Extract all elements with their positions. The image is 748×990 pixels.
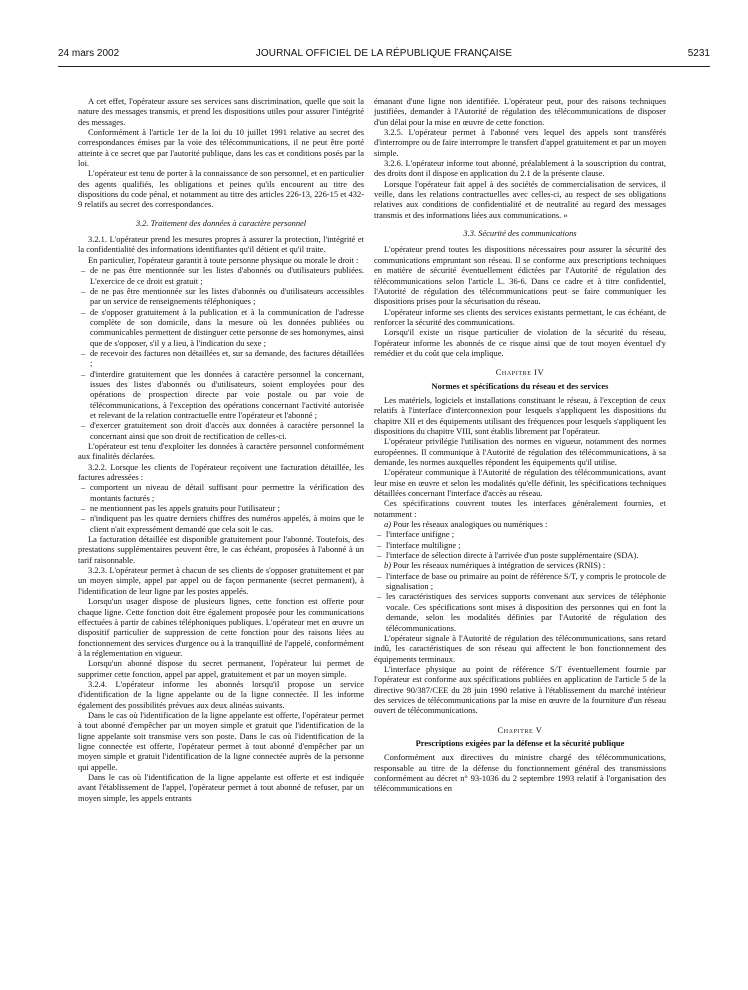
rights-list <box>78 265 364 441</box>
paragraph: La facturation détaillée est disponible gratuitement pour l'abonné. Toutefois, des prestations supplémentaires peuvent être, le cas échéant, proposées à l'abonné à un tarif raisonnable. <box>78 534 364 565</box>
paragraph: Dans le cas où l'identification de la ligne appelante est offerte et est indiquée avant l'établissement de l'appel, l'opérateur permet à tout abonné de refuser, par un moyen simple, les appels entrants <box>78 772 364 803</box>
paragraph: L'opérateur signale à l'Autorité de régulation des télécommunications, sans retard indû, les caractéristiques de son réseau qui affectent le bon fonctionnement des équipements terminaux. <box>374 632 666 664</box>
list-item: – ne mentionnent pas les appels gratuits pour l'utilisateur ; <box>81 503 280 514</box>
paragraph: Ces spécifications couvrent toutes les interfaces généralement fournies, et notamment : <box>374 498 666 519</box>
subsection-a: a) Pour les réseaux analogiques ou numériques : <box>384 519 548 530</box>
paragraph: Les matériels, logiciels et installations constituant le réseau, à l'exception de ceux relatifs à l'interface d'interconnexion pour lesquels s'appliquent les dispositions du chapitre XII et des équipements utilisant des fréquences pour lesquels s'appliquent les dispositions du chapitre VIII, sont établis librement par l'opérateur. <box>374 394 666 436</box>
list-item: – d'interdire gratuitement que les données à caractère personnel la concernant, issues des listes d'abonnés ou d'utilisateurs, soient employées pour des opérations de prospection directe par voie postale ou par voie de télécommunications, à l'exception des opérations concernant l'activité autorisée et relevant de la relation contractuelle entre l'opérateur et l'abonné ; <box>81 368 364 420</box>
list-item: – n'indiquent pas les quatre derniers chiffres des numéros appelés, à moins que le client n'ait expressément demandé que cela soit le cas. <box>81 513 364 534</box>
paragraph: 3.2.3. L'opérateur permet à chacun de ses clients de s'opposer gratuitement et par un moyen simple, appel par appel ou de façon permanente (secret permanent), à l'identification de leur ligne par les postes appelés. <box>78 565 364 596</box>
paragraph: L'opérateur est tenu d'exploiter les données à caractère personnel conformément aux finalités déclarées. <box>78 441 364 462</box>
list-item: – de ne pas être mentionnée sur les listes d'abonnés ou d'utilisateurs accessibles par un service de renseignements téléphoniques ; <box>81 285 364 307</box>
page-header <box>58 48 710 62</box>
journal-title: JOURNAL OFFICIEL DE LA RÉPUBLIQUE FRANÇAISE <box>255 48 513 59</box>
page-number: 5231 <box>687 48 710 59</box>
paragraph: L'opérateur informe ses clients des services existants permettant, le cas échéant, de renforcer la sécurité des communications. <box>374 306 666 327</box>
list-item: – de recevoir des factures non détaillées et, sur sa demande, des factures détaillées ; <box>81 347 364 369</box>
list-item: – les caractéristiques des services supports convenant aux services de téléphonie vocale. Ces spécifications sont mises à disposition des personnes qui en font la demande, selon les modalités définies par l'Autorité de régulation des télécommunications. <box>377 591 666 633</box>
paragraph: Conformément aux directives du ministre chargé des télécommunications, responsable au titre de la défense du fonctionnement général des transmissions conformément au décret n° 93-1036 du 2 septembre 1993 relatif à l'organisation des télécommunications en <box>374 752 666 794</box>
rnis-interfaces-list <box>374 571 666 633</box>
paragraph: 3.2.6. L'opérateur informe tout abonné, préalablement à la souscription du contrat, des droits dont il dispose en application du 2.1 de la présente clause. <box>374 158 666 179</box>
chapter-title-v: Prescriptions exigées par la défense et la sécurité publique <box>415 737 625 748</box>
list-item: – l'interface de sélection directe à l'arrivée d'un poste supplémentaire (SDA). <box>377 550 639 561</box>
paragraph: Lorsqu'un abonné dispose du secret permanent, l'opérateur lui permet de supprimer cette fonction, appel par appel, gratuitement et par un moyen simple. <box>78 658 364 679</box>
paragraph: L'opérateur prend toutes les dispositions nécessaires pour assurer la sécurité des communications empruntant son réseau. Il se conforme aux prescriptions techniques en matière de sécurité éventuellement édictées par l'Autorité de régulation des télécommunications selon l'article L. 36-6. Dans ce cadre et à titre confidentiel, l'Autorité de régulation des télécommunications peut se faire communiquer les dispositions prises pour la sécurisation du réseau. <box>374 244 666 307</box>
header-date: 24 mars 2002 <box>58 48 120 59</box>
list-item: – l'interface de base ou primaire au point de référence S/T, y compris le protocole de signalisation ; <box>377 570 666 592</box>
chapter-label-v: Chapitre V <box>497 724 543 735</box>
left-column <box>78 96 364 803</box>
paragraph: Lorsque l'opérateur fait appel à des sociétés de commercialisation de services, il veille, dans les relations contractuelles avec celles-ci, au respect de ses obligations relatives aux conditions de confidentialité et de neutralité au regard des messages transmis et des informations liées aux communications. » <box>374 178 666 220</box>
section-heading-3-2: 3.2. Traitement des données à caractère personnel <box>135 217 307 228</box>
paragraph: 3.2.2. Lorsque les clients de l'opérateur reçoivent une facturation détaillée, les factures adressées : <box>78 461 364 483</box>
paragraph: A cet effet, l'opérateur assure ses services sans discrimination, quelle que soit la nature des messages transmis, et prend les dispositions utiles pour assurer l'intégrité des messages. <box>78 96 364 127</box>
section-heading-3-3: 3.3. Sécurité des communications <box>463 228 577 239</box>
paragraph: Conformément à l'article 1er de la loi du 10 juillet 1991 relative au secret des correspondances émises par la voie des télécommunications, il ne peut être porté atteinte à ce secret que par l'autorité publique, dans les cas et conditions posés par la loi. <box>78 127 364 169</box>
header-rule <box>58 66 710 67</box>
paragraph: 3.2.5. L'opérateur permet à l'abonné vers lequel des appels sont transférés d'interrompre ou de faire interrompre le transfert d'appel gratuitement et par un moyen simple. <box>374 127 666 158</box>
subsection-b: b) Pour les réseaux numériques à intégration de services (RNIS) : <box>384 560 606 571</box>
list-item: – de ne pas être mentionnée sur les listes d'abonnés ou d'utilisateurs publiées. L'exercice de ce droit est gratuit ; <box>81 265 364 286</box>
paragraph: L'opérateur privilégie l'utilisation des normes en vigueur, notamment des normes européennes. Il communique à l'Autorité de régulation des télécommunications, à sa demande, les normes auxquelles répondent les équipements qu'il utilise. <box>374 436 666 467</box>
list-item: – de s'opposer gratuitement à la publication et à la communication de l'adresse complète de son domicile, dans la mesure où les données publiées ou communicables permettent de distinguer cette personne de ses homonymes, ainsi que de s'opposer, s'il y a lieu, à l'indication du sexe ; <box>81 306 364 348</box>
paragraph: L'interface physique au point de référence S/T éventuellement fournie par l'opérateur est conforme aux spécifications publiées en application de l'article 5 de la directive 90/387/CEE du 28 juin 1990 relative à l'établissement du marché intérieur des services de télécommunications par la mise en œuvre de la fourniture d'un réseau ouvert de télécommunications. <box>374 663 666 716</box>
chapter-label-iv: Chapitre IV <box>495 367 545 378</box>
list-item: – comportent un niveau de détail suffisant pour permettre la vérification des montants facturés ; <box>81 482 364 503</box>
paragraph: émanant d'une ligne non identifiée. L'opérateur peut, pour des raisons techniques justifiées, demander à l'Autorité de régulation des télécommunications de disposer d'un délai pour la mise en œuvre de cette fonction. <box>374 96 666 127</box>
paragraph: En particulier, l'opérateur garantit à toute personne physique ou morale le droit : <box>88 254 359 265</box>
list-item: – l'interface unifigne ; <box>377 529 455 540</box>
paragraph: 3.2.4. L'opérateur informe les abonnés lorsqu'il propose un service d'identification de la ligne appelante ou de la ligne connectée. Il les informe également des possibilités prévues aux deux alinéas suivants. <box>78 678 364 710</box>
invoice-list <box>78 482 364 534</box>
paragraph: Dans le cas où l'identification de la ligne appelante est offerte, l'opérateur permet à tout abonné d'empêcher par un moyen simple et gratuit que l'identification de la ligne appelante soit transmise vers son poste. Dans le cas où l'identification de la ligne connectée est offerte, l'opérateur permet à tout abonné d'empêcher par un moyen simple et gratuit l'identification de la ligne connectée auprès de la personne qui appelle. <box>78 709 364 772</box>
list-item: – l'interface multiligne ; <box>377 539 461 550</box>
paragraph: L'opérateur communique à l'Autorité de régulation des télécommunications, avant leur mise en œuvre et selon les modalités qu'elle définit, les spécifications techniques détaillées concernant l'interface d'accès au réseau. <box>374 467 666 499</box>
paragraph: Lorsqu'un usager dispose de plusieurs lignes, cette fonction est offerte pour chaque ligne. Cette fonction doit être également proposée pour les communications effectuées à partir de cabines téléphoniques publiques. L'opérateur met en œuvre un dispositif particulier de suppression de cette fonction pour des raisons liées au fonctionnement des services d'urgence ou à la tranquillité de l'appelé, conformément à la réglementation en vigueur. <box>78 596 364 658</box>
paragraph: 3.2.1. L'opérateur prend les mesures propres à assurer la protection, l'intégrité et la confidentialité des informations identifiantes qu'il détient et qu'il traite. <box>78 234 364 255</box>
list-item: – d'exercer gratuitement son droit d'accès aux données à caractère personnel la concernant ainsi que son droit de rectification de celles-ci. <box>81 420 364 441</box>
paragraph: Lorsqu'il existe un risque particulier de violation de la sécurité du réseau, l'opérateur informe les abonnés de ce risque ainsi que de tout moyen éventuel d'y remédier et du coût que cela implique. <box>374 327 666 358</box>
right-column <box>374 96 666 794</box>
chapter-title-iv: Normes et spécifications du réseau et des services <box>431 380 609 391</box>
analog-interfaces-list <box>374 529 666 560</box>
paragraph: L'opérateur est tenu de porter à la connaissance de son personnel, et en particulier des agents qualifiés, les obligations et peines qu'ils encourent au titre des dispositions du code pénal, et notamment au titre des articles 226-13, 226-15 et 432-9 relatifs au secret des correspondances. <box>78 168 364 210</box>
